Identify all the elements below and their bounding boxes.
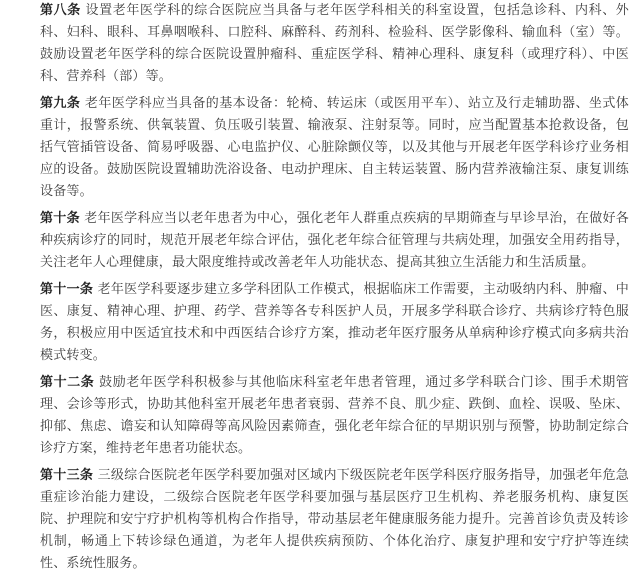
article-number: 第十条 xyxy=(40,211,80,226)
article-10 xyxy=(40,208,629,274)
article-number: 第八条 xyxy=(40,3,81,18)
article-text: 老年医学科应当具备的基本设备：轮椅、转运床（或医用平车）、站立及行走辅助器、坐式体重计，报警系统、供氧装置、负压吸引装置、输液泵、注射泵等。同时，应当配置基本抢救设备，包括气管插管设备、简易呼吸器、心电监护仪、心脏除颤仪等，以及其他与开展老年医学科诊疗业务相应的设备。鼓励医院设置辅助洗浴设备、电动护理床、自主转运装置、肠内营养液输注泵、康复训练设备等。 xyxy=(40,96,629,199)
article-number: 第九条 xyxy=(40,96,81,111)
article-text: 设置老年医学科的综合医院应当具备与老年医学科相关的科室设置，包括急诊科、内科、外科、妇科、眼科、耳鼻咽喉科、口腔科、麻醉科、药剂科、检验科、医学影像科、输血科（室）等。鼓励设置老年医学科的综合医院设置肿瘤科、重症医学科、精神心理科、康复科（或理疗科）、中医科、营养科（部）等。 xyxy=(40,3,629,84)
article-text: 老年医学科要逐步建立多学科团队工作模式，根据临床工作需要，主动吸纳内科、肿瘤、中医、康复、精神心理、护理、药学、营养等各专科医护人员，开展多学科联合诊疗、共病诊疗特色服务，积极应用中医适宜技术和中西医结合诊疗方案，推动老年医疗服务从单病种诊疗模式向多病共治模式转变。 xyxy=(40,282,629,363)
article-text: 老年医学科应当以老年患者为中心，强化老年人群重点疾病的早期筛查与早诊早治，在做好各种疾病诊疗的同时，规范开展老年综合评估，强化老年综合征管理与共病处理，加强安全用药指导，关注老年人心理健康，最大限度维持或改善老年人功能状态、提高其独立生活能力和生活质量。 xyxy=(40,211,629,270)
article-13 xyxy=(40,465,629,575)
article-12 xyxy=(40,372,629,460)
article-9 xyxy=(40,93,629,203)
article-text: 三级综合医院老年医学科要加强对区域内下级医院老年医学科医疗服务指导，加强老年危急重症诊治能力建设，二级综合医院老年医学科要加强与基层医疗卫生机构、养老服务机构、康复医院、护理院和安宁疗护机构等机构合作指导，带动基层老年健康服务能力提升。完善首诊负责及转诊机制，畅通上下转诊绿色通道，为老年人提供疾病预防、个体化治疗、康复护理和安宁疗护等连续性、系统性服务。 xyxy=(40,468,629,571)
article-text: 鼓励老年医学科积极参与其他临床科室老年患者管理，通过多学科联合门诊、围手术期管理、会诊等形式，协助其他科室开展老年患者衰弱、营养不良、肌少症、跌倒、血栓、误吸、坠床、抑郁、焦虑、谵妄和认知障碍等高风险因素筛查，强化老年综合征的早期识别与预警，协助制定综合诊疗方案，维持老年患者功能状态。 xyxy=(40,375,629,456)
article-11 xyxy=(40,279,629,367)
article-number: 第十一条 xyxy=(40,282,94,297)
article-number: 第十二条 xyxy=(40,375,95,390)
article-number: 第十三条 xyxy=(40,468,94,483)
article-8 xyxy=(40,0,629,88)
